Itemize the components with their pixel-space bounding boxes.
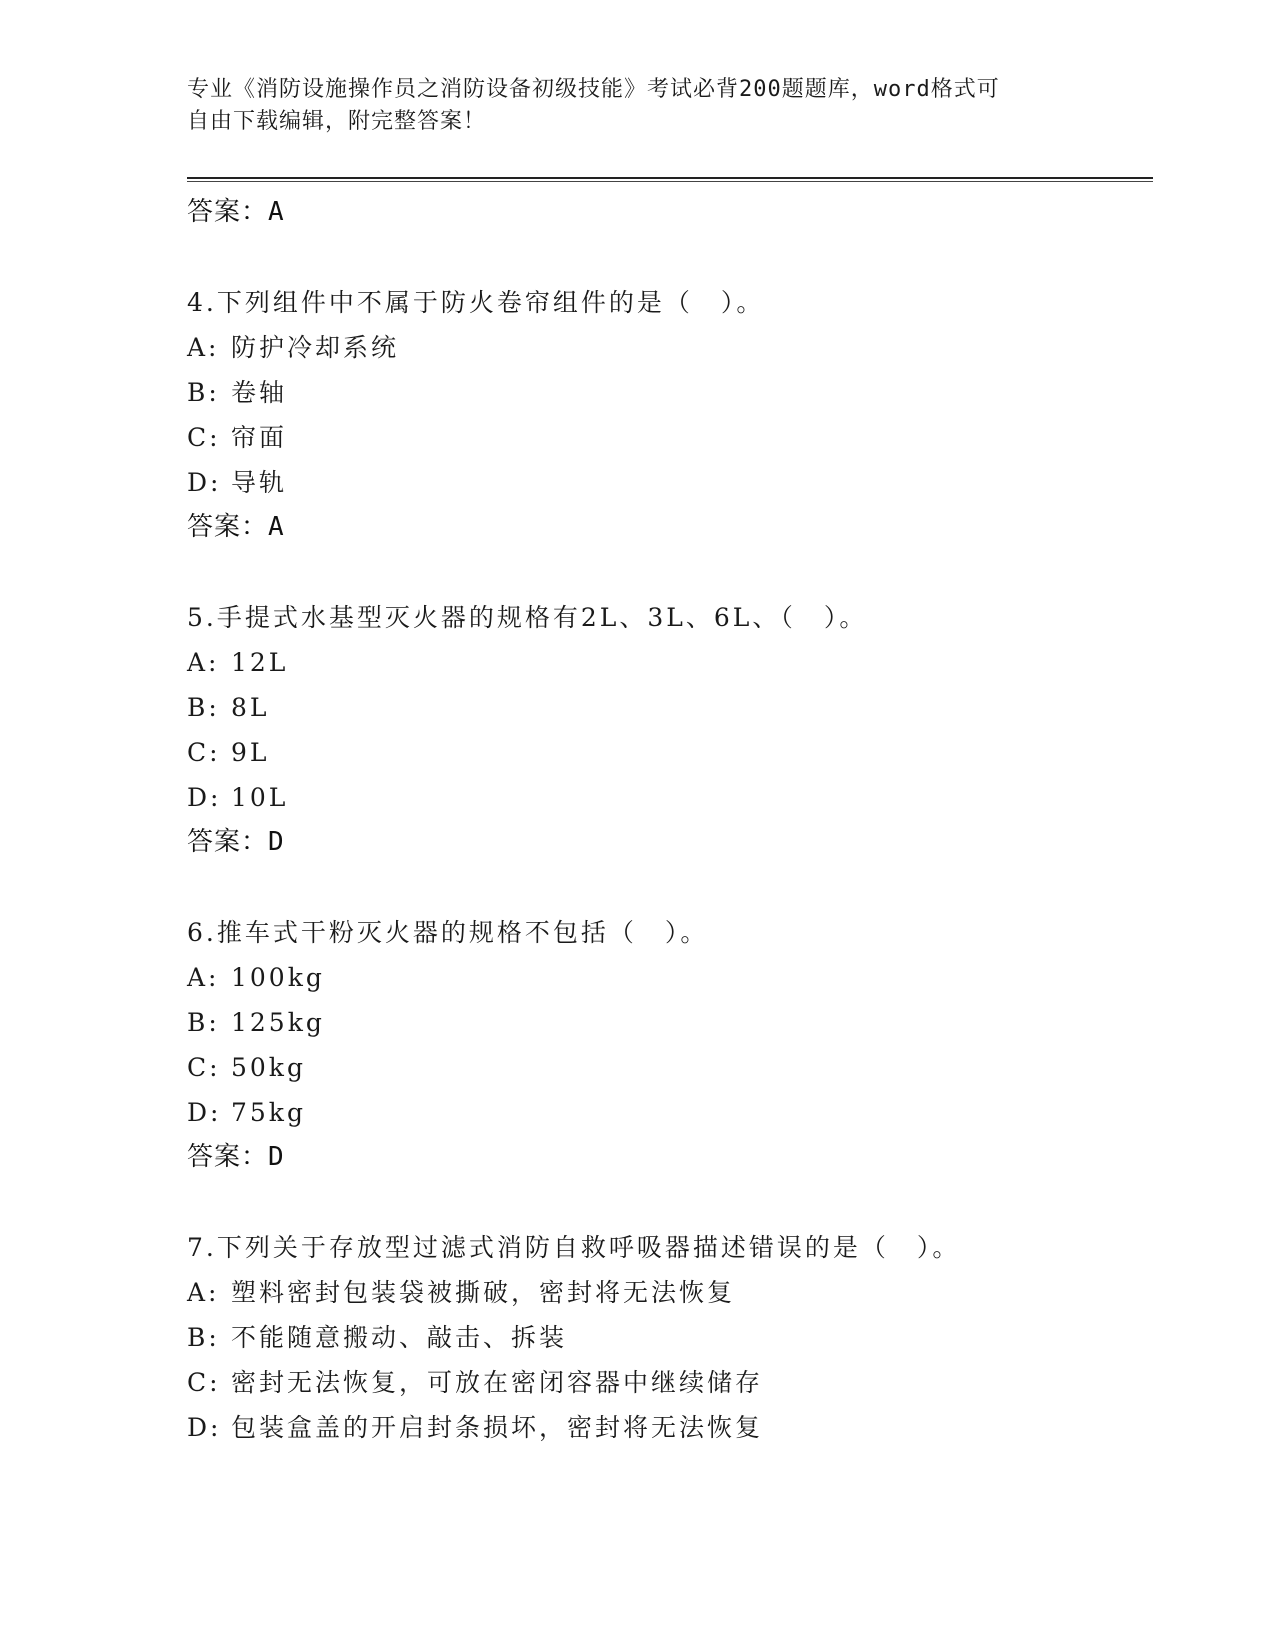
option-letter: B: (187, 693, 220, 722)
option-item (187, 1270, 1153, 1315)
answer-line (187, 1135, 1153, 1180)
option-item (187, 460, 1153, 505)
option-item (187, 1090, 1153, 1135)
option-item (187, 775, 1153, 820)
option-letter: C: (187, 423, 221, 452)
option-text: 8L (231, 693, 270, 722)
answer-line (187, 190, 1153, 235)
option-letter: C: (187, 1053, 221, 1082)
option-item (187, 1045, 1153, 1090)
question-text: 7.下列关于存放型过滤式消防自救呼吸器描述错误的是（ ）。 (187, 1233, 961, 1262)
option-text: 防护冷却系统 (231, 333, 400, 362)
option-text: 卷轴 (231, 378, 288, 407)
header-line-1: 专业《消防设施操作员之消防设备初级技能》考试必背200题题库，word格式可 (187, 77, 1000, 102)
option-letter: C: (187, 738, 221, 767)
option-item (187, 730, 1153, 775)
answer-value: A (268, 197, 285, 227)
option-text: 50kg (231, 1053, 306, 1082)
option-letter: D: (187, 1413, 222, 1442)
option-item (187, 325, 1153, 370)
option-text: 导轨 (231, 468, 288, 497)
option-text: 包装盒盖的开启封条损坏，密封将无法恢复 (231, 1413, 764, 1442)
option-letter: B: (187, 1323, 220, 1352)
option-letter: A: (187, 648, 220, 677)
option-text: 密封无法恢复，可放在密闭容器中继续储存 (231, 1368, 764, 1397)
option-text: 塑料密封包装袋被撕破，密封将无法恢复 (231, 1278, 736, 1307)
question-text: 5.手提式水基型灭火器的规格有2L、3L、6L、（ ）。 (187, 603, 868, 632)
option-item (187, 370, 1153, 415)
option-text: 不能随意搬动、敲击、拆装 (231, 1323, 568, 1352)
answer-line (187, 505, 1153, 550)
option-letter: D: (187, 468, 222, 497)
answer-prefix: 答案： (187, 827, 269, 857)
option-item (187, 1405, 1153, 1450)
answer-value: D (268, 827, 285, 857)
question-text: 4.下列组件中不属于防火卷帘组件的是（ ）。 (187, 288, 765, 317)
option-letter: A: (187, 963, 220, 992)
option-item (187, 415, 1153, 460)
option-item (187, 640, 1153, 685)
option-letter: C: (187, 1368, 221, 1397)
option-letter: B: (187, 1008, 220, 1037)
option-text: 125kg (231, 1008, 325, 1037)
option-text: 10L (231, 783, 289, 812)
option-item (187, 955, 1153, 1000)
option-text: 100kg (231, 963, 325, 992)
option-letter: A: (187, 333, 220, 362)
option-text: 9L (231, 738, 270, 767)
option-letter: D: (187, 1098, 222, 1127)
header-line-2: 自由下载编辑，附完整答案！ (187, 109, 487, 134)
answer-prefix: 答案： (187, 512, 269, 542)
answer-line (187, 820, 1153, 865)
question-list (187, 190, 1153, 1450)
document-header (187, 74, 1067, 138)
option-letter: D: (187, 783, 222, 812)
option-letter: A: (187, 1278, 220, 1307)
header-divider (187, 177, 1153, 183)
option-item (187, 1360, 1153, 1405)
answer-value: D (268, 1142, 285, 1172)
option-item (187, 685, 1153, 730)
question-text: 6.推车式干粉灭火器的规格不包括（ ）。 (187, 918, 709, 947)
option-letter: B: (187, 378, 220, 407)
answer-value: A (268, 512, 285, 542)
answer-prefix: 答案： (187, 197, 269, 227)
option-item (187, 1000, 1153, 1045)
option-text: 75kg (231, 1098, 306, 1127)
answer-prefix: 答案： (187, 1142, 269, 1172)
option-text: 帘面 (231, 423, 288, 452)
option-text: 12L (231, 648, 289, 677)
option-item (187, 1315, 1153, 1360)
